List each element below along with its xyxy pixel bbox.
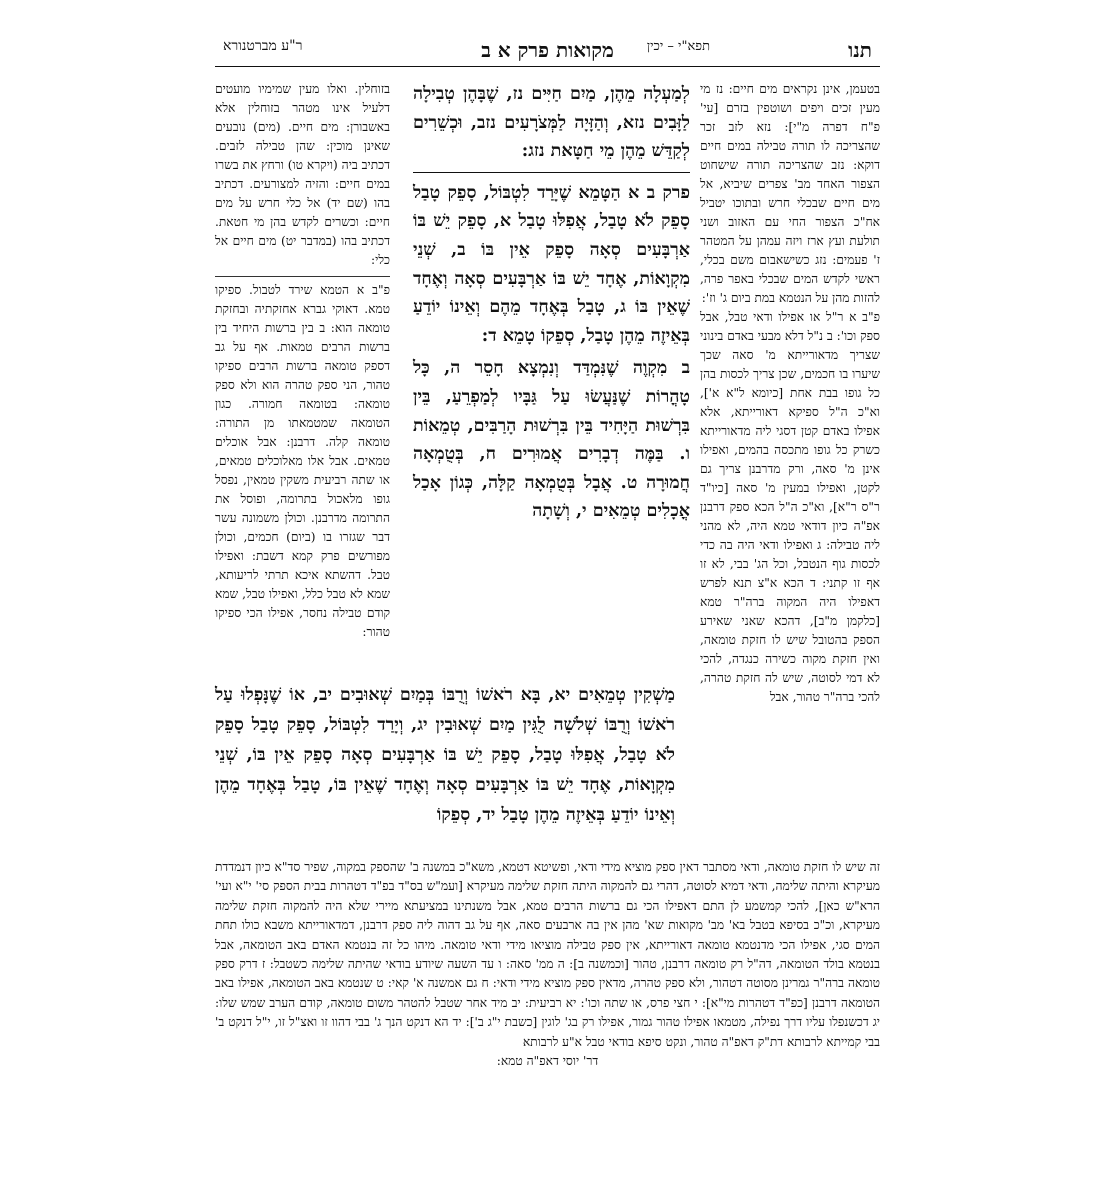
bartenura-separator [215,276,390,277]
bottom-commentary [215,858,880,1071]
page-header [215,36,880,64]
mishnah-column [413,80,690,530]
bartenura-paragraph-bottom: פ"ב א הטמא שירד לטבול. ספיקו טמא. דאוקי גברא אחזקתיה ובחזקת טומאה הוא: ב בין ברשות היחיד בין ברשות הרבים טמאות. אף על גב דספק טומאה ברשות הרבים ספיקו טהור, הני ספק טהרה הוא ולא ספק טומאה: בטומאה חמורה. כגון הטומאה שמטמאתו מן התורה: טומאה קלה. דרבנן: אבל אוכלים טמאים. אבל אלו מאלוכלים טמאים, או שתה רביעית משקין טמאין, נפסל גופו מלאכול בתרומה, ופוסל את התרומה מדרבנן. וכולן משמונה עשר דבר שגזרו בו (ביום) חכמים, וכולן מפורשים פרק קמא דשבת: ואפילו טבל. דהשתא איכא תרתי לריעותא, שמא לא טבל כלל, ואפילו טבל, שמא קודם טבילה נחסר, אפילו הכי ספיקו טהור: [215,283,390,639]
bartenura-label: ר"ע מברטנורא [223,38,303,54]
mishnah-top: לְמַעְלָה מֵהֶן, מַיִם חַיִּים נז, שֶׁבָּהֶן טְבִילָה לַזָּבִים נזא, וְהַזָּיָה לַמְּצֹרָעִים נזב, וּכְשֵׁרִים לְקַדֵּשׁ מֵהֶן מֵי חַטָּאת נזג: [413,84,690,162]
bottom-commentary-text: זה שיש לו חזקת טומאה, ודאי מסתבר דאין ספק מוציא מידי ודאי, ופשיטא דטמא, משא"כ במשנה ב' שהספק במקוה, שפיר סד"א כיון דנמדדת מעיקרא והיתה שלימה, ודאי דמיא לסוטה, דהרי גם להמקוה היתה חזקת שלימה מעיקרא [ועמ"ש בס"ד בפ"ד דטהרות בבית הספק סי' י"א ועי' הרא"ש כאן], להכי קמשמע לן התם דאפילו הכי גם ברשות הרבים טמא, אבל משנתינו במציעתא מיירי שלא היה להמקוה חזקת שלימה מעיקרא, וכ"כ בסיפא בטבל בא' מב' מקואות שא' מהן אין בה ארבעים סאה, אף על גב דהוה ליה ספק דרבנן, דמדאורייתא משבא כולו תחת המים סגי, אפילו הכי מדנטמא טומאה דאורייתא, אין ספק טבילה מוציאו מידי ודאי טומאה. מיהו כל זה בנטמא האדם באב הטומאה, אבל בנטמא בולד הטומאה, דה"ל רק טומאה דרבנן, טהור [וכמשנה ב]: ה ממ' סאה: ו עד השעה שיודע בודאי שהיתה שלימה כשטבל: ז דרק ספק טומאה ברה"ר גמרינן מסוטה דטהור, ולא ספק טהרה, מדאין ספק מוציא מידי ודאי: ח גם אמשנה א' קאי: ט שנטמא באב הטומאה, אפילו באב הטומאה דרבנן [כפ"ד דטהרות מי"א]: י חצי פרס, או שתה וכו': יא רביעית: יב מיד אחר שטבל להטהר משום טומאה, קודם הערב שמש שלו: יג דכשנפלו עליו דרך נפילה, מטמאו אפילו טהור גמור, אפילו רק בג' לוגין [כשבת י"ג ב']: יד הא דנקט הנך ג' בבי דהוו זו ואצ"ל זו, י"ל דנקט ב' בבי קמייתא לרבותא דת"ק דאפ"ה טהור, ונקט סיפא בודאי טבל א"ע לרבותא [215,860,881,1049]
tiferet-range-label: תפא"י – יכין [646,39,710,54]
mishnah-wide [215,680,675,830]
tiferet-paragraph: פ"ב א ר"ל או אפילו ודאי טבל, אבל ספק וכו': ב נ"ל דלא מבעי באדם בינוני שצריך מדאורייתא מ' סאה שכך שיערו בו חכמים, שכן צריך לכסות בהן כל גופו בבת אחת [כיומא ל"א א'], וא"כ ה"ל ספיקא דאורייתא, אלא אפילו באדם קטן דסגי ליה מדאורייתא כשרק כל גופו מתכסה בהמים, ואפילו אינן מ' סאה, ורק מדרבנן צריך גם לקטן, ואפילו במעין מ' סאה [כיו"ד ר"ס ר"א], וא"כ ה"ל הכא ספק דרבנן אפ"ה כיון דודאי טמא היה, לא מהני ליה טבילה: ג ואפילו ודאי היה בה כדי לכסות גוף הנטבל, וכל הג' בבי, לא זו אף זו קתני: ד הכא א"צ תנא לפרש דאפילו היה המקוה ברה"ר טמא [כלקמן מ"ב], דהכא שאני שאירע הספק בהטובל שיש לו חזקת טומאה, ואין חזקת מקוה כשירה כנגדה, להכי לא דמי לסוטה, שיש לה חזקת טהרה, להכי ברה"ר טהור, אבל [700,310,880,704]
mishnah-separator [413,172,690,173]
page-number: תנו [848,38,872,62]
bartenura-paragraph-top: בזוחלין. ואלו מעין שמימיו מועטים דלעיל אינו מטהר בזוחלין אלא באשבורן: מים חיים. (מים) נובעים שאינן מוכין: שהן טבילה לזבים. דכתיב ביה (ויקרא טו) ורחץ את בשרו במים חיים: והזיה למצורעים. דכתיב בהו (שם יד) אל כלי חרש על מים חיים: וכשרים לקדש בהן מי חטאת. דכתיב בהו (במדבר יט) מים חיים אל כלי: [215,82,390,267]
bottom-commentary-last-line: דר' יוסי דאפ"ה טמא: [496,1054,599,1069]
tiferet-column [700,80,880,707]
mishnah-paragraph-2: ב מִקְוֶה שֶׁנִּמְדַּד וְנִמְצָא חָסֵר ה, כָּל טָהֳרוֹת שֶׁנַּעֲשׂוּ עַל גַּבָּיו לְמַפְרֵעַ, בֵּין בִּרְשׁוּת הַיָּחִיד בֵּין בִּרְשׁוּת הָרַבִּים, טְמֵאוֹת ו. בַּמֶּה דְבָרִים אֲמוּרִים ח, בְּטֻמְאָה חֲמוּרָה ט. אֲבָל בְּטֻמְאָה קַלָּה, כְּגוֹן אָכַל אֳכָלִים טְמֵאִים י, וְשָׁתָה [413,358,690,522]
tiferet-paragraph: בטעמן, אינן נקראים מים חיים: נז מי מעין זכים ויפים ושוטפין בזרם [עי' פ"ח דפרה מ"י]: נזא לזב זכר שהצריכה לו תורה טבילה במים חיים דוקא: נזב שהצריכה תורה שישחוט הצפור האחד מב' צפרים שיביא, אל מים חיים שבכלי חרש ובתוכו יטביל אח"כ הצפור החי עם האזוב ושני תולעת ועץ ארז ויזה עמהן על המטהר ז' פעמים: נזג כשישאבום משם בכלי, ראשי לקדש המים שבכלי באפר פרה, להזות מהן על הנטמא במת ביום ג' וז': [700,82,880,305]
chapter-title: מקואות פרק א ב [481,38,614,62]
header-rule [215,66,880,67]
bartenura-column [215,80,390,642]
mishnah-wide-text: מַשְׁקִין טְמֵאִים יא, בָּא רֹאשׁוֹ וְרֻבּוֹ בְּמַיִם שְׁאוּבִים יב, אוֹ שֶׁנָּפְלוּ עַל רֹאשׁוֹ וְרֻבּוֹ שְׁלשָׁה לֻגִּין מַיִם שְׁאוּבִין יג, וְיָרַד לִטְבּוֹל, סָפֵק טָבַל סָפֵק לֹא טָבַל, אֲפִלּוּ טָבַל, סָפֵק יֵשׁ בּוֹ אַרְבָּעִים סְאָה סָפֵק אֵין בּוֹ, שְׁנֵי מִקְוָאוֹת, אֶחָד יֵשׁ בּוֹ אַרְבָּעִים סְאָה וְאֶחָד שֶׁאֵין בּוֹ, טָבַל בְּאֶחָד מֵהֶן וְאֵינוֹ יוֹדֵעַ בְּאֵיזֶה מֵהֶן טָבַל יד, סְפֵקוֹ [215,685,675,825]
mishnah-paragraph-1: פרק ב א הַטָּמֵא שֶׁיָּרַד לִטְבּוֹל, סָפֵק טָבַל סָפֵק לֹא טָבַל, אֲפִלּוּ טָבַל א, סָפֵק יֵשׁ בּוֹ אַרְבָּעִים סְאָה סָפֵק אֵין בּוֹ ב, שְׁנֵי מִקְוָאוֹת, אֶחָד יֵשׁ בּוֹ אַרְבָּעִים סְאָה וְאֶחָד שֶׁאֵין בּוֹ ג, טָבַל בְּאֶחָד מֵהֶם וְאֵינוֹ יוֹדֵעַ בְּאֵיזֶה מֵהֶן טָבַל, סְפֵקוֹ טָמֵא ד: [413,182,690,346]
